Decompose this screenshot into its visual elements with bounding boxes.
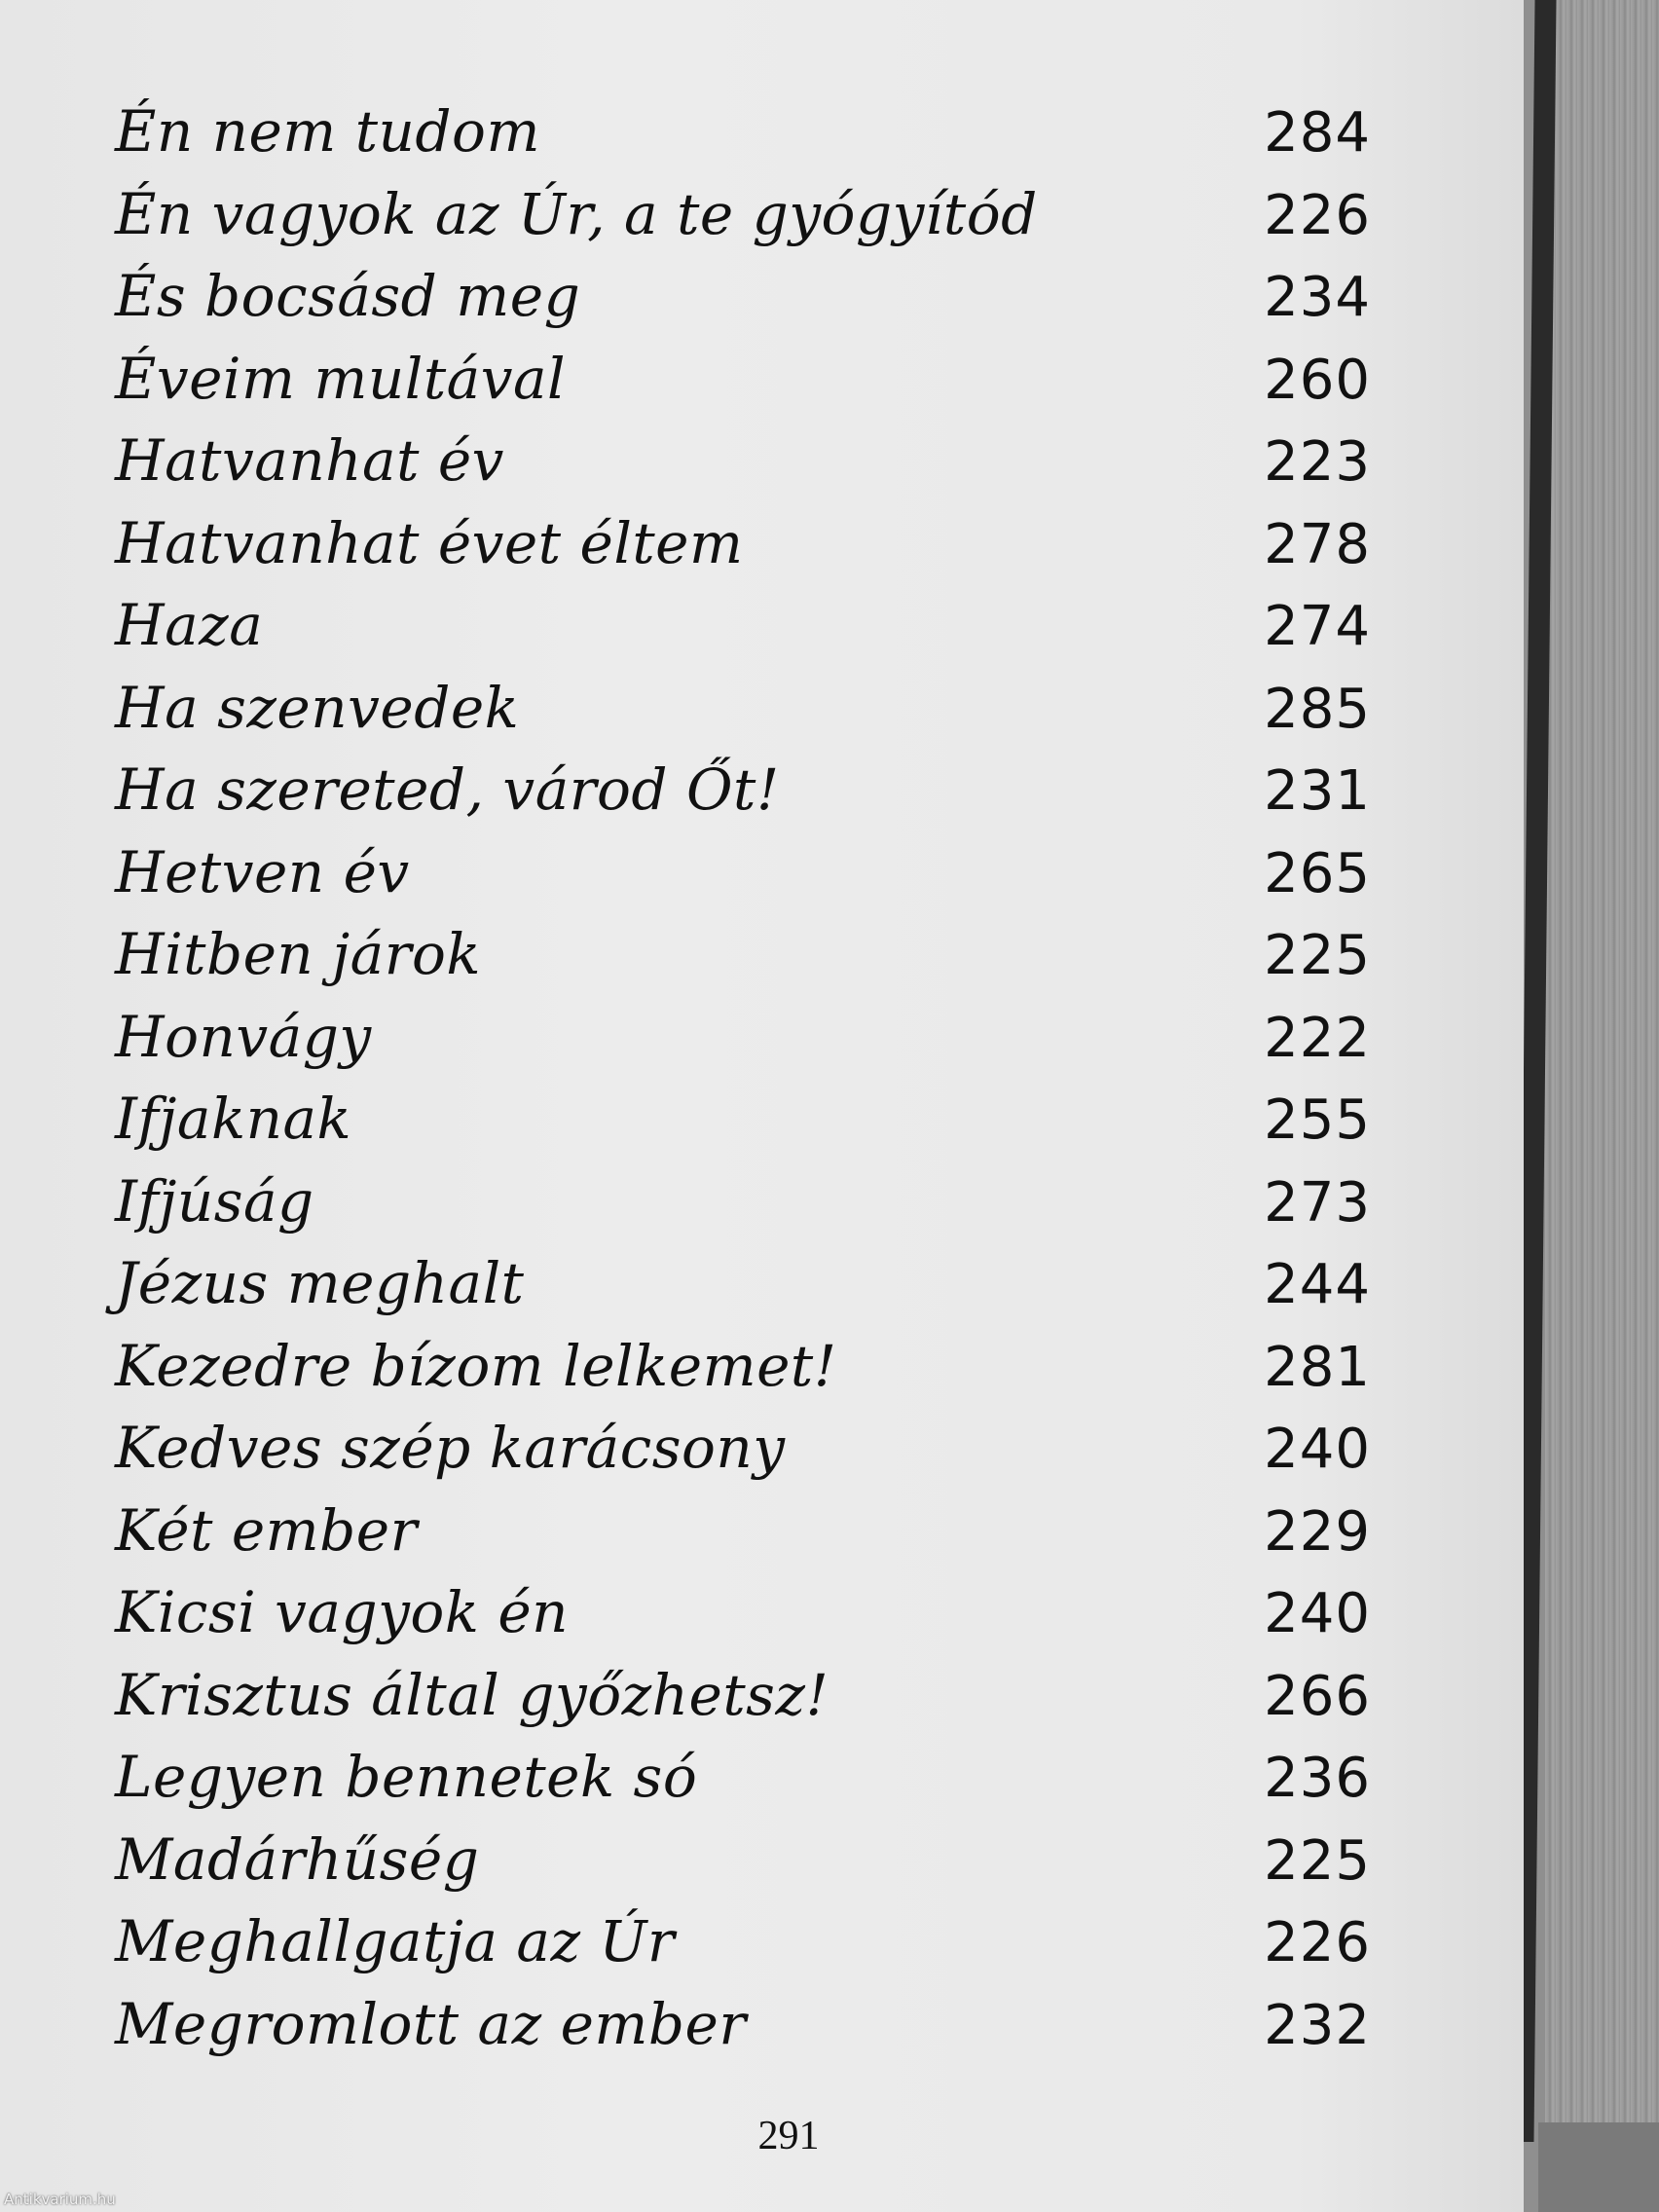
toc-entry-title: Ha szenvedek <box>115 674 520 741</box>
watermark: Antikvarium.hu <box>4 2191 116 2208</box>
toc-entry-title: Megromlott az ember <box>115 1990 747 2057</box>
toc-entry <box>115 1744 1371 1826</box>
toc-entry-title: Hatvanhat év <box>115 427 504 494</box>
toc-entry <box>115 1415 1371 1497</box>
toc-entry <box>115 1497 1371 1580</box>
toc-entry <box>115 181 1371 264</box>
toc-entry-title: Haza <box>115 592 264 658</box>
toc-entry <box>115 263 1371 346</box>
toc-entry <box>115 427 1371 510</box>
toc-entry-page: 223 <box>1264 430 1371 494</box>
toc-entry-page: 266 <box>1264 1664 1371 1728</box>
toc-entry-title: Madárhűség <box>115 1825 480 1893</box>
toc-entry-page: 232 <box>1264 1993 1371 2057</box>
toc-entry <box>115 1086 1371 1168</box>
toc-entry-title: Jézus meghalt <box>115 1250 525 1316</box>
toc-entry-page: 255 <box>1264 1088 1371 1152</box>
toc-entry-page: 234 <box>1264 266 1371 329</box>
toc-entry-page: 226 <box>1264 183 1371 247</box>
toc-entry-page: 285 <box>1264 677 1371 741</box>
toc-entry-title: Kicsi vagyok én <box>115 1579 570 1645</box>
toc-entry-title: Én vagyok az Úr, a te gyógyítód <box>115 180 1038 247</box>
toc-entry <box>115 921 1371 1004</box>
toc-entry <box>115 510 1371 593</box>
toc-entry-page: 278 <box>1264 512 1371 576</box>
toc-entry-title: Hetven év <box>115 838 410 905</box>
page-number: 291 <box>757 2114 820 2158</box>
toc-entry <box>115 839 1371 922</box>
toc-entry-page: 244 <box>1264 1253 1371 1316</box>
toc-entry-page: 236 <box>1264 1747 1371 1810</box>
toc-entry-page: 260 <box>1264 348 1371 412</box>
toc-entry-page: 274 <box>1264 595 1371 658</box>
toc-entry-title: Ha szereted, várod Őt! <box>115 756 780 823</box>
toc-entry-title: Két ember <box>115 1496 418 1564</box>
toc-entry-page: 231 <box>1264 759 1371 823</box>
toc-entry-page: 265 <box>1264 841 1371 905</box>
toc-entry <box>115 592 1371 675</box>
table-surface <box>1545 0 1659 2212</box>
toc-entry-page: 229 <box>1264 1499 1371 1564</box>
toc-entry-title: Kedves szép karácsony <box>115 1415 786 1481</box>
toc-entry <box>115 1333 1371 1416</box>
toc-entry <box>115 1662 1371 1745</box>
toc-entry-title: Ifjaknak <box>115 1086 352 1152</box>
toc-entry <box>115 1168 1371 1251</box>
table-of-contents <box>115 98 1371 2073</box>
toc-entry-page: 226 <box>1264 1911 1371 1974</box>
toc-entry <box>115 1908 1371 1991</box>
toc-entry-title: Legyen bennetek só <box>115 1744 698 1810</box>
toc-entry-title: És bocsásd meg <box>115 263 581 329</box>
toc-entry <box>115 1250 1371 1333</box>
toc-entry <box>115 1826 1371 1909</box>
toc-entry-page: 273 <box>1264 1170 1371 1235</box>
toc-entry-page: 284 <box>1264 101 1371 165</box>
toc-entry-title: Krisztus által győzhetsz! <box>115 1661 830 1728</box>
toc-entry-title: Honvágy <box>115 1003 372 1070</box>
toc-entry <box>115 756 1371 839</box>
toc-entry <box>115 1004 1371 1087</box>
toc-entry-page: 240 <box>1264 1418 1371 1481</box>
toc-entry <box>115 346 1371 428</box>
toc-entry-page: 225 <box>1264 924 1371 987</box>
toc-entry-title: Én nem tudom <box>115 98 540 165</box>
toc-entry <box>115 675 1371 757</box>
toc-entry-page: 222 <box>1264 1006 1371 1070</box>
toc-entry-page: 240 <box>1264 1582 1371 1645</box>
toc-entry-title: Kezedre bízom lelkemet! <box>115 1332 837 1399</box>
toc-entry <box>115 98 1371 181</box>
toc-entry-title: Éveim multával <box>115 345 567 412</box>
toc-entry <box>115 1991 1371 2074</box>
toc-entry-title: Ifjúság <box>115 1167 314 1235</box>
toc-entry <box>115 1579 1371 1662</box>
toc-entry-page: 225 <box>1264 1828 1371 1893</box>
toc-entry-title: Meghallgatja az Úr <box>115 1908 676 1974</box>
toc-entry-page: 281 <box>1264 1335 1371 1399</box>
toc-entry-title: Hatvanhat évet éltem <box>115 509 744 576</box>
toc-entry-title: Hitben járok <box>115 921 482 987</box>
